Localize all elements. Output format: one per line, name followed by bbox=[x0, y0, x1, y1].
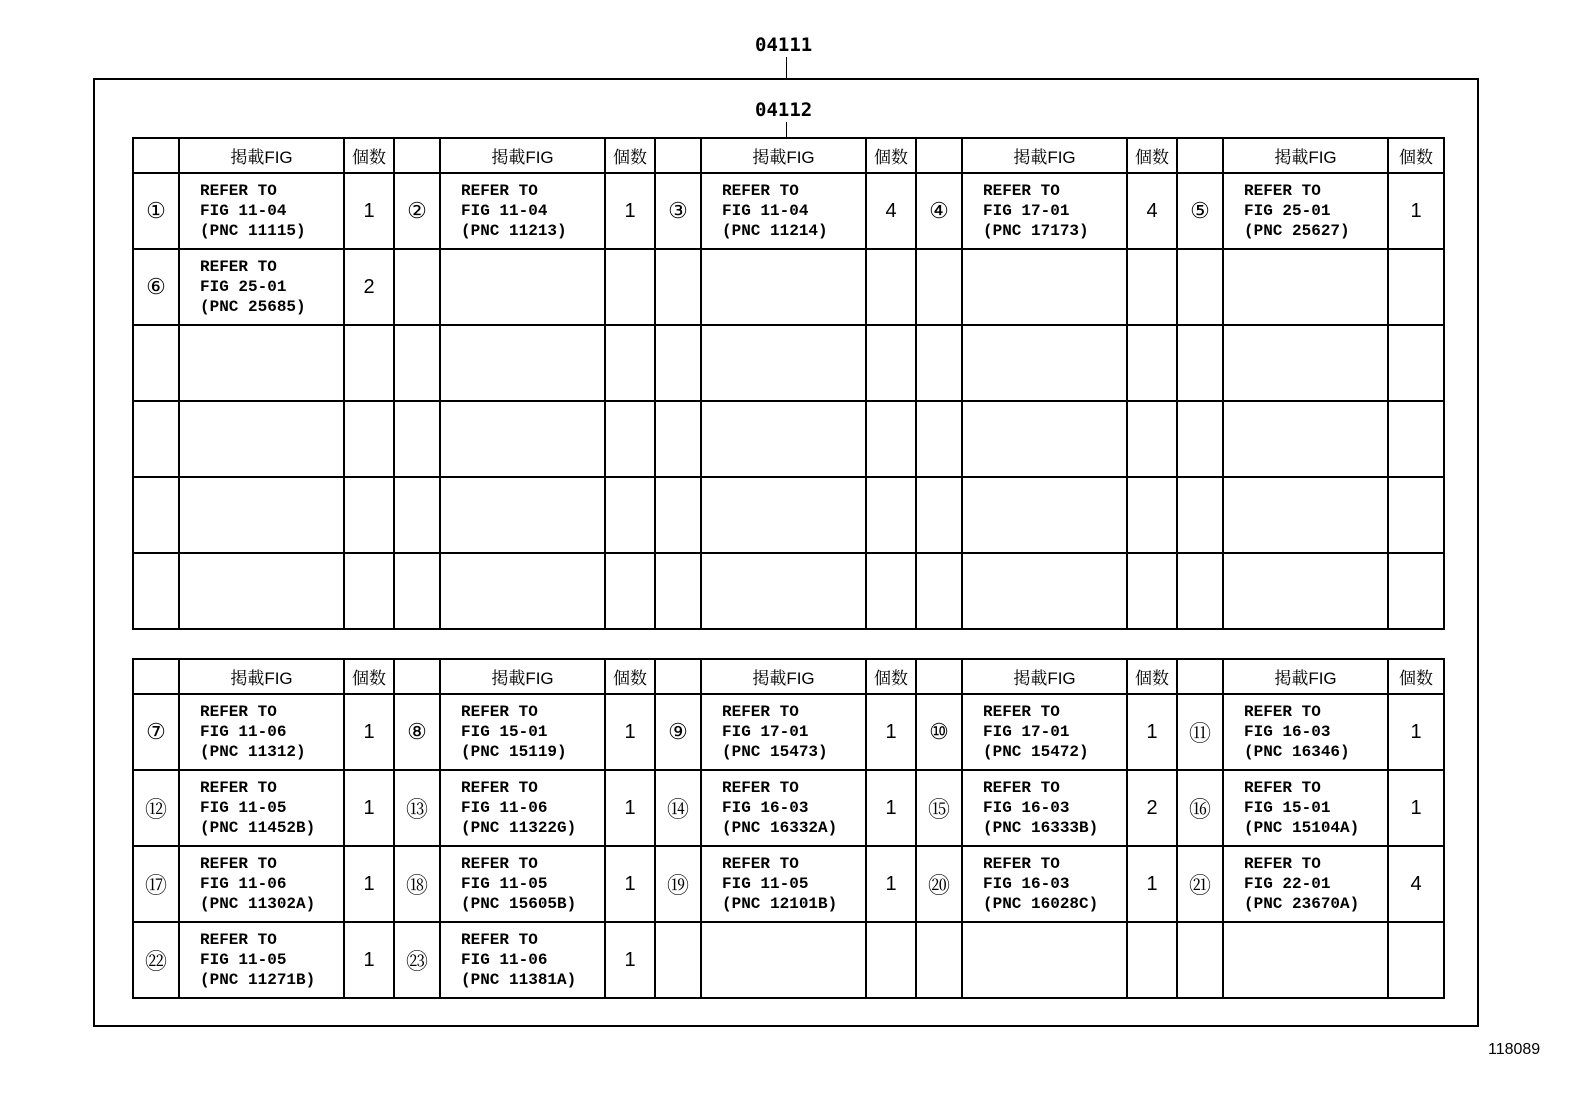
header-qty: 個数 bbox=[344, 138, 394, 173]
fig-reference-empty bbox=[701, 553, 866, 629]
fig-reference-line: (PNC 15104A) bbox=[1244, 819, 1360, 837]
item-number: ㉑ bbox=[1177, 846, 1223, 922]
item-number: ⑨ bbox=[655, 694, 701, 770]
item-number bbox=[133, 477, 179, 553]
fig-reference-line: REFER TO bbox=[722, 703, 799, 721]
item-number: ⑤ bbox=[1177, 173, 1223, 249]
header-blank bbox=[133, 659, 179, 694]
table-row bbox=[133, 770, 1444, 846]
fig-reference-line: FIG 11-04 bbox=[461, 202, 548, 220]
header-blank bbox=[394, 138, 440, 173]
quantity: 1 bbox=[605, 922, 655, 998]
fig-reference-line: (PNC 16333B) bbox=[983, 819, 1099, 837]
fig-reference-empty bbox=[440, 553, 605, 629]
header-fig: 掲載FIG bbox=[1223, 659, 1388, 694]
fig-reference-line: FIG 16-03 bbox=[1244, 723, 1331, 741]
fig-reference-line: REFER TO bbox=[200, 703, 277, 721]
header-fig: 掲載FIG bbox=[1223, 138, 1388, 173]
header-qty: 個数 bbox=[1127, 659, 1177, 694]
item-number bbox=[133, 325, 179, 401]
quantity bbox=[866, 249, 916, 325]
quantity bbox=[605, 325, 655, 401]
fig-reference-line: (PNC 11271B) bbox=[200, 971, 316, 989]
fig-reference-line: (PNC 11214) bbox=[722, 222, 828, 240]
item-number bbox=[1177, 922, 1223, 998]
fig-reference-line: FIG 17-01 bbox=[983, 202, 1070, 220]
item-number bbox=[394, 401, 440, 477]
quantity: 1 bbox=[1388, 694, 1444, 770]
fig-reference bbox=[962, 846, 1127, 922]
item-number bbox=[1177, 477, 1223, 553]
item-number bbox=[916, 401, 962, 477]
fig-reference-empty bbox=[701, 922, 866, 998]
fig-reference bbox=[962, 173, 1127, 249]
fig-reference bbox=[1223, 846, 1388, 922]
quantity: 1 bbox=[605, 846, 655, 922]
fig-reference-line: REFER TO bbox=[983, 855, 1060, 873]
fig-reference-empty bbox=[179, 401, 344, 477]
item-number bbox=[394, 325, 440, 401]
fig-reference-line: FIG 22-01 bbox=[1244, 875, 1331, 893]
fig-reference bbox=[179, 922, 344, 998]
quantity bbox=[605, 553, 655, 629]
fig-reference bbox=[701, 770, 866, 846]
fig-reference-empty bbox=[179, 553, 344, 629]
fig-reference-empty bbox=[1223, 401, 1388, 477]
fig-reference-line: REFER TO bbox=[461, 779, 538, 797]
fig-reference bbox=[440, 770, 605, 846]
quantity: 1 bbox=[605, 770, 655, 846]
fig-reference-line: REFER TO bbox=[200, 931, 277, 949]
table-row bbox=[133, 401, 1444, 477]
inner-leader-line bbox=[786, 122, 787, 138]
fig-reference-line: FIG 17-01 bbox=[983, 723, 1070, 741]
fig-reference-empty bbox=[701, 401, 866, 477]
fig-reference-line: FIG 11-04 bbox=[200, 202, 287, 220]
fig-reference bbox=[179, 249, 344, 325]
fig-reference-line: FIG 16-03 bbox=[983, 799, 1070, 817]
quantity bbox=[866, 477, 916, 553]
fig-reference-empty bbox=[1223, 325, 1388, 401]
fig-reference-line: REFER TO bbox=[200, 258, 277, 276]
quantity: 1 bbox=[344, 922, 394, 998]
fig-reference bbox=[179, 694, 344, 770]
fig-reference-line: FIG 16-03 bbox=[722, 799, 809, 817]
fig-reference-line: (PNC 11302A) bbox=[200, 895, 316, 913]
header-fig: 掲載FIG bbox=[701, 659, 866, 694]
fig-reference-empty bbox=[962, 249, 1127, 325]
item-number: ⑪ bbox=[1177, 694, 1223, 770]
header-qty: 個数 bbox=[344, 659, 394, 694]
quantity bbox=[866, 325, 916, 401]
header-fig: 掲載FIG bbox=[440, 659, 605, 694]
fig-reference-empty bbox=[1223, 553, 1388, 629]
item-number: ⑦ bbox=[133, 694, 179, 770]
item-number bbox=[1177, 401, 1223, 477]
item-number bbox=[394, 553, 440, 629]
fig-reference-empty bbox=[701, 477, 866, 553]
inner-assembly-label: 04112 bbox=[755, 99, 813, 121]
fig-reference-line: (PNC 15119) bbox=[461, 743, 567, 761]
fig-reference-empty bbox=[440, 249, 605, 325]
item-number: ⑲ bbox=[655, 846, 701, 922]
fig-reference-line: REFER TO bbox=[200, 855, 277, 873]
table-header-row bbox=[133, 138, 1444, 173]
fig-reference bbox=[962, 694, 1127, 770]
item-number: ③ bbox=[655, 173, 701, 249]
fig-reference-line: REFER TO bbox=[200, 182, 277, 200]
quantity: 2 bbox=[344, 249, 394, 325]
item-number bbox=[655, 249, 701, 325]
quantity bbox=[866, 401, 916, 477]
fig-reference-line: FIG 11-05 bbox=[200, 799, 287, 817]
fig-reference-line: REFER TO bbox=[722, 855, 799, 873]
table-row bbox=[133, 846, 1444, 922]
item-number bbox=[916, 922, 962, 998]
fig-reference-empty bbox=[440, 401, 605, 477]
quantity bbox=[344, 325, 394, 401]
fig-reference-empty bbox=[701, 325, 866, 401]
fig-reference-line: (PNC 11213) bbox=[461, 222, 567, 240]
quantity bbox=[1388, 922, 1444, 998]
quantity bbox=[1127, 325, 1177, 401]
item-number: ⑯ bbox=[1177, 770, 1223, 846]
fig-reference-line: FIG 11-06 bbox=[200, 723, 287, 741]
fig-reference-line: REFER TO bbox=[722, 779, 799, 797]
header-blank bbox=[655, 659, 701, 694]
fig-reference-line: FIG 11-06 bbox=[461, 951, 548, 969]
quantity bbox=[1127, 401, 1177, 477]
item-number: ⑰ bbox=[133, 846, 179, 922]
fig-reference-line: FIG 11-05 bbox=[722, 875, 809, 893]
item-number bbox=[394, 477, 440, 553]
quantity: 4 bbox=[1127, 173, 1177, 249]
fig-reference-line: (PNC 25627) bbox=[1244, 222, 1350, 240]
fig-reference-line: FIG 11-04 bbox=[722, 202, 809, 220]
fig-reference-empty bbox=[440, 477, 605, 553]
quantity: 1 bbox=[344, 846, 394, 922]
quantity: 1 bbox=[344, 173, 394, 249]
item-number bbox=[655, 325, 701, 401]
quantity: 1 bbox=[1127, 694, 1177, 770]
header-fig: 掲載FIG bbox=[179, 138, 344, 173]
item-number: ⑬ bbox=[394, 770, 440, 846]
quantity bbox=[344, 553, 394, 629]
fig-reference bbox=[701, 694, 866, 770]
quantity bbox=[1388, 401, 1444, 477]
fig-reference-line: (PNC 11115) bbox=[200, 222, 306, 240]
header-fig: 掲載FIG bbox=[701, 138, 866, 173]
table-row bbox=[133, 694, 1444, 770]
item-number bbox=[655, 553, 701, 629]
fig-reference-empty bbox=[440, 325, 605, 401]
item-number bbox=[133, 401, 179, 477]
table-header-row bbox=[133, 659, 1444, 694]
header-fig: 掲載FIG bbox=[440, 138, 605, 173]
fig-reference-line: REFER TO bbox=[1244, 703, 1321, 721]
fig-reference-empty bbox=[962, 922, 1127, 998]
table-row bbox=[133, 325, 1444, 401]
fig-reference bbox=[962, 770, 1127, 846]
table-row bbox=[133, 173, 1444, 249]
quantity: 4 bbox=[1388, 846, 1444, 922]
fig-reference-line: (PNC 25685) bbox=[200, 298, 306, 316]
header-fig: 掲載FIG bbox=[179, 659, 344, 694]
quantity: 1 bbox=[605, 694, 655, 770]
fig-reference-line: REFER TO bbox=[1244, 855, 1321, 873]
fig-reference-empty bbox=[962, 477, 1127, 553]
fig-reference-line: (PNC 15605B) bbox=[461, 895, 577, 913]
fig-reference-line: REFER TO bbox=[461, 855, 538, 873]
item-number: ⑥ bbox=[133, 249, 179, 325]
item-number bbox=[1177, 249, 1223, 325]
fig-reference-line: FIG 16-03 bbox=[983, 875, 1070, 893]
item-number: ㉓ bbox=[394, 922, 440, 998]
header-qty: 個数 bbox=[605, 659, 655, 694]
item-number: ② bbox=[394, 173, 440, 249]
quantity bbox=[1388, 553, 1444, 629]
item-number bbox=[655, 401, 701, 477]
item-number: ㉒ bbox=[133, 922, 179, 998]
outer-leader-line bbox=[786, 57, 787, 78]
table-row bbox=[133, 922, 1444, 998]
quantity: 1 bbox=[344, 770, 394, 846]
fig-reference bbox=[440, 173, 605, 249]
fig-reference bbox=[701, 846, 866, 922]
header-qty: 個数 bbox=[1388, 659, 1444, 694]
parts-table-upper bbox=[132, 137, 1445, 630]
fig-reference-line: REFER TO bbox=[461, 931, 538, 949]
outer-assembly-label: 04111 bbox=[755, 34, 813, 56]
fig-reference-empty bbox=[701, 249, 866, 325]
quantity: 1 bbox=[1388, 770, 1444, 846]
fig-reference bbox=[440, 922, 605, 998]
item-number bbox=[916, 477, 962, 553]
item-number bbox=[655, 477, 701, 553]
header-blank bbox=[916, 138, 962, 173]
fig-reference-line: REFER TO bbox=[461, 182, 538, 200]
header-blank bbox=[133, 138, 179, 173]
quantity bbox=[1388, 249, 1444, 325]
fig-reference-line: FIG 11-06 bbox=[200, 875, 287, 893]
quantity bbox=[344, 401, 394, 477]
fig-reference-empty bbox=[1223, 249, 1388, 325]
fig-reference-line: FIG 11-05 bbox=[461, 875, 548, 893]
fig-reference-line: FIG 11-05 bbox=[200, 951, 287, 969]
fig-reference-empty bbox=[1223, 477, 1388, 553]
fig-reference-line: (PNC 11322G) bbox=[461, 819, 577, 837]
header-blank bbox=[655, 138, 701, 173]
fig-reference bbox=[179, 846, 344, 922]
fig-reference-line: (PNC 11312) bbox=[200, 743, 306, 761]
fig-reference-empty bbox=[179, 325, 344, 401]
item-number bbox=[1177, 553, 1223, 629]
quantity: 1 bbox=[866, 694, 916, 770]
quantity: 4 bbox=[866, 173, 916, 249]
fig-reference-line: (PNC 11381A) bbox=[461, 971, 577, 989]
item-number bbox=[1177, 325, 1223, 401]
header-qty: 個数 bbox=[1127, 138, 1177, 173]
fig-reference-empty bbox=[962, 401, 1127, 477]
fig-reference-line: (PNC 12101B) bbox=[722, 895, 838, 913]
header-fig: 掲載FIG bbox=[962, 659, 1127, 694]
fig-reference-line: REFER TO bbox=[722, 182, 799, 200]
fig-reference-line: FIG 11-06 bbox=[461, 799, 548, 817]
quantity: 1 bbox=[866, 770, 916, 846]
quantity bbox=[1127, 922, 1177, 998]
item-number: ⑧ bbox=[394, 694, 440, 770]
fig-reference-line: (PNC 16346) bbox=[1244, 743, 1350, 761]
fig-reference-line: FIG 17-01 bbox=[722, 723, 809, 741]
fig-reference-line: FIG 25-01 bbox=[200, 278, 287, 296]
item-number: ⑭ bbox=[655, 770, 701, 846]
fig-reference bbox=[1223, 694, 1388, 770]
fig-reference-empty bbox=[1223, 922, 1388, 998]
fig-reference bbox=[1223, 770, 1388, 846]
header-fig: 掲載FIG bbox=[962, 138, 1127, 173]
fig-reference-line: FIG 25-01 bbox=[1244, 202, 1331, 220]
quantity: 1 bbox=[1388, 173, 1444, 249]
fig-reference bbox=[701, 173, 866, 249]
item-number bbox=[916, 553, 962, 629]
quantity: 1 bbox=[605, 173, 655, 249]
quantity bbox=[1127, 477, 1177, 553]
fig-reference-line: (PNC 16028C) bbox=[983, 895, 1099, 913]
header-blank bbox=[1177, 659, 1223, 694]
header-qty: 個数 bbox=[605, 138, 655, 173]
quantity: 1 bbox=[1127, 846, 1177, 922]
quantity bbox=[866, 553, 916, 629]
header-qty: 個数 bbox=[1388, 138, 1444, 173]
quantity bbox=[1388, 325, 1444, 401]
fig-reference-line: (PNC 23670A) bbox=[1244, 895, 1360, 913]
item-number bbox=[133, 553, 179, 629]
quantity: 1 bbox=[344, 694, 394, 770]
fig-reference-empty bbox=[962, 553, 1127, 629]
header-blank bbox=[394, 659, 440, 694]
fig-reference-empty bbox=[962, 325, 1127, 401]
fig-reference-empty bbox=[179, 477, 344, 553]
header-qty: 個数 bbox=[866, 659, 916, 694]
item-number: ④ bbox=[916, 173, 962, 249]
quantity bbox=[605, 401, 655, 477]
fig-reference-line: (PNC 16332A) bbox=[722, 819, 838, 837]
quantity bbox=[1388, 477, 1444, 553]
fig-reference-line: (PNC 11452B) bbox=[200, 819, 316, 837]
fig-reference-line: REFER TO bbox=[983, 703, 1060, 721]
fig-reference-line: REFER TO bbox=[983, 182, 1060, 200]
fig-reference-line: REFER TO bbox=[200, 779, 277, 797]
item-number: ⑫ bbox=[133, 770, 179, 846]
table-row bbox=[133, 249, 1444, 325]
quantity bbox=[1127, 249, 1177, 325]
quantity: 1 bbox=[866, 846, 916, 922]
fig-reference bbox=[440, 846, 605, 922]
table-row bbox=[133, 477, 1444, 553]
header-blank bbox=[916, 659, 962, 694]
header-blank bbox=[1177, 138, 1223, 173]
fig-reference-line: FIG 15-01 bbox=[461, 723, 548, 741]
quantity bbox=[605, 477, 655, 553]
fig-reference bbox=[179, 770, 344, 846]
item-number bbox=[916, 249, 962, 325]
fig-reference bbox=[440, 694, 605, 770]
item-number: ① bbox=[133, 173, 179, 249]
quantity bbox=[344, 477, 394, 553]
item-number bbox=[916, 325, 962, 401]
fig-reference bbox=[1223, 173, 1388, 249]
fig-reference-line: REFER TO bbox=[461, 703, 538, 721]
fig-reference-line: REFER TO bbox=[983, 779, 1060, 797]
fig-reference-line: (PNC 17173) bbox=[983, 222, 1089, 240]
fig-reference-line: FIG 15-01 bbox=[1244, 799, 1331, 817]
table-row bbox=[133, 553, 1444, 629]
quantity bbox=[866, 922, 916, 998]
item-number: ⑮ bbox=[916, 770, 962, 846]
fig-reference-line: REFER TO bbox=[1244, 779, 1321, 797]
quantity bbox=[1127, 553, 1177, 629]
fig-reference-line: (PNC 15472) bbox=[983, 743, 1089, 761]
header-qty: 個数 bbox=[866, 138, 916, 173]
item-number bbox=[394, 249, 440, 325]
item-number: ⑳ bbox=[916, 846, 962, 922]
parts-table-lower bbox=[132, 658, 1445, 999]
quantity: 2 bbox=[1127, 770, 1177, 846]
item-number: ⑱ bbox=[394, 846, 440, 922]
item-number bbox=[655, 922, 701, 998]
fig-reference-line: REFER TO bbox=[1244, 182, 1321, 200]
fig-reference bbox=[179, 173, 344, 249]
figure-id: 118089 bbox=[1488, 1041, 1541, 1058]
item-number: ⑩ bbox=[916, 694, 962, 770]
quantity bbox=[605, 249, 655, 325]
fig-reference-line: (PNC 15473) bbox=[722, 743, 828, 761]
